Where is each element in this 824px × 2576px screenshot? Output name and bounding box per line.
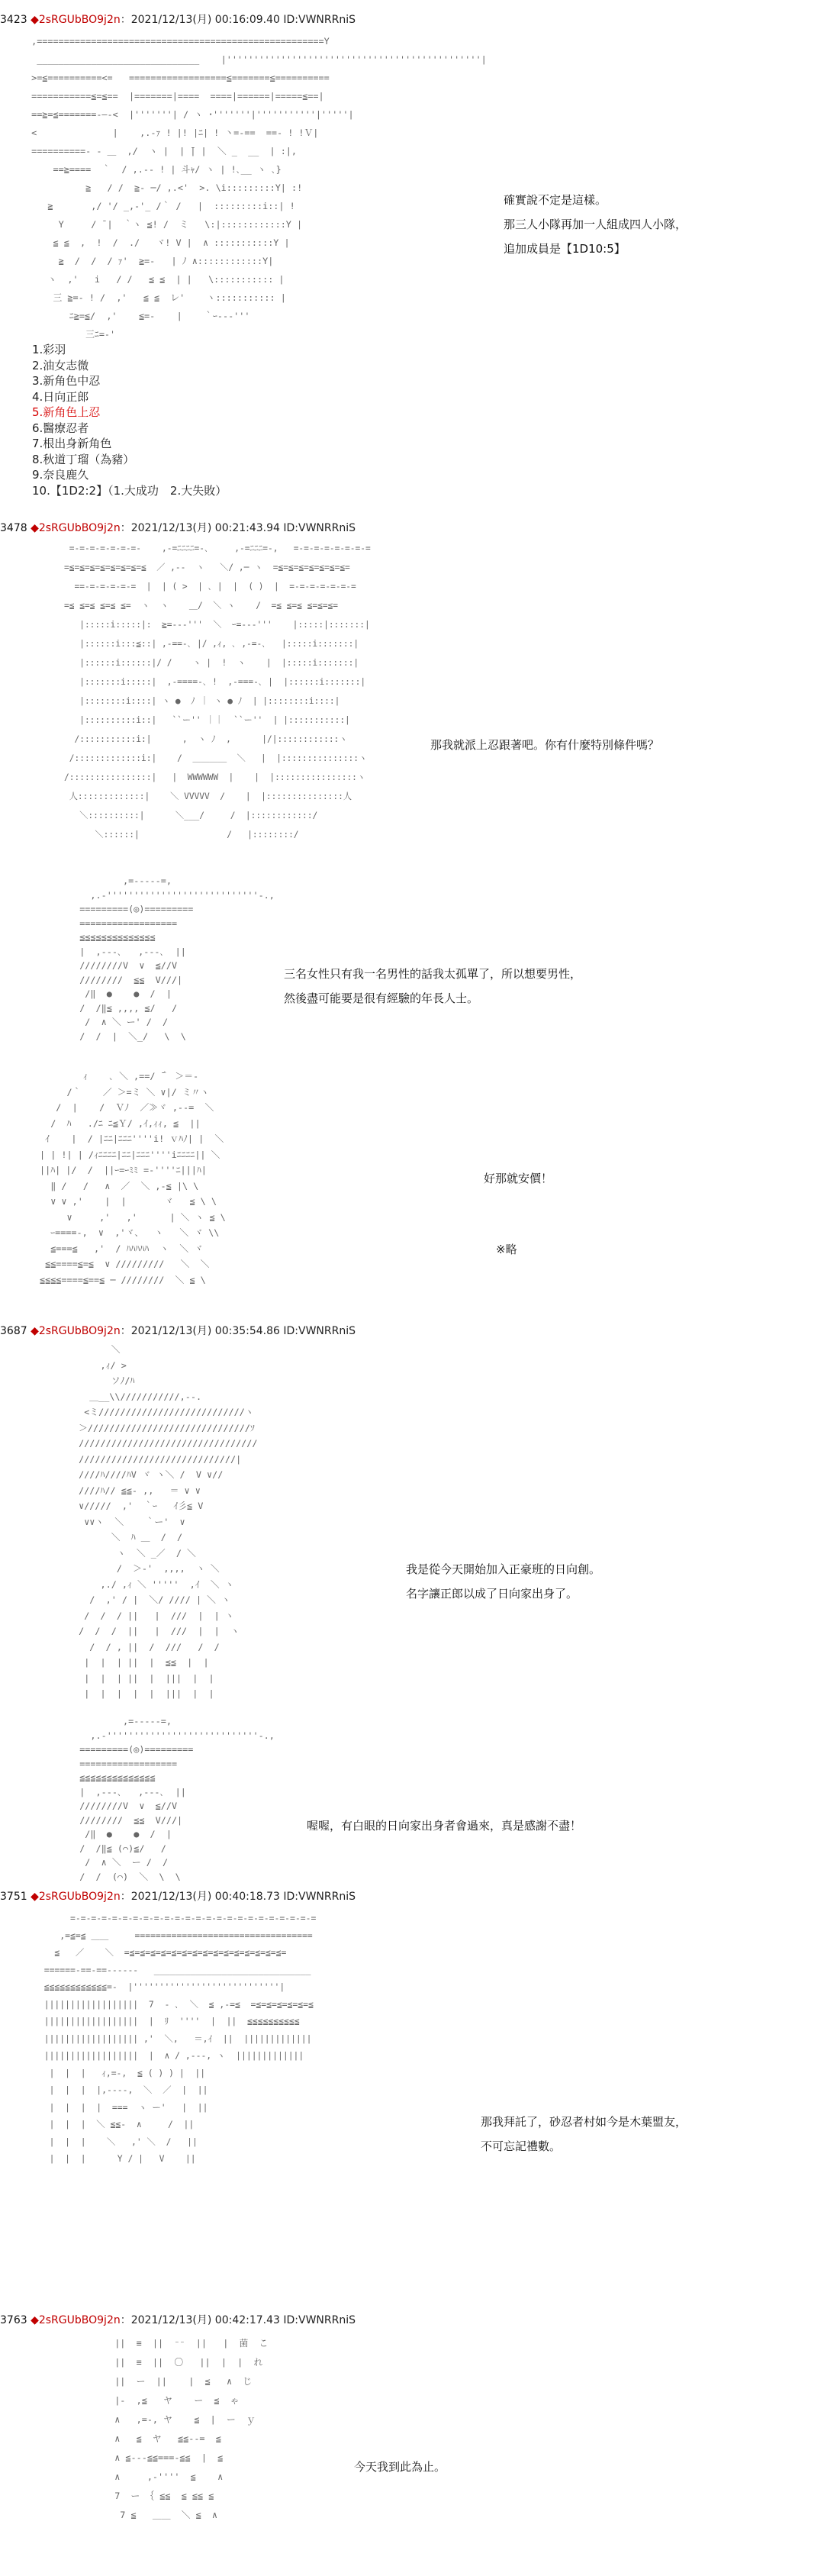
aa-art-kazekage-figure: =-=-=-=-=-=-=-=-=-=-=-=-=-=-=-=-=-=-=-=-=-=-=-= ,=≦=≦ ＿＿ ================================== ≦ ／ ＼ =≦=≦=≦=≦=≦=≦=≦=≦=≦=≦=≦=≦=≦=≦=≦= ======-==-==------ ______________________________ ≦≦≦≦≦≦≦≦≦≦≦≦=- |''''''''''''''''''''''''''''| |||||||||||||||||| 7 - ､ ＼ ≦ ,-=≦ =≦=≦=≦=≦=≦=≦ |||||||||||||||||| | ﾘ '''' | || ≦≦≦≦≦≦≦≦≦≦ |||||||||||||||||| ,' ＼, ＝,ｲ || ||||||||||||| |||||||||||||||||| | ∧ / ,-‐-, ヽ ||||||||||||| | | | ｨ,=-, ≦ ( ) ) | || | | | |,----, ＼ ／ | || | | | | === ヽ ー' | || | | | ＼ ≦≦- ∧ / || | | | ＼ ,' ＼ / || | | | Y / | V || xyxy=(43,1913,317,2164)
post-header xyxy=(0,1889,356,1904)
dialogue-block xyxy=(504,188,687,261)
choice-item: 2.油女志微 xyxy=(32,358,89,372)
choice-item: 8.秋道丁瑠（為豬） xyxy=(32,452,135,466)
aa-art-closing-figure: || ≡ || ⁻⁻ || | 菌 こ || ≡ || 〇 || | | れ || ー || | ≦ ∧ じ |- ,≦ ヤ ー ≦ ゃ ∧ ,=-, ヤ ≦ | ー ｙ ∧ ≦ ヤ ≦≦--= ≦ ∧ ≦---≦≦===-≦≦ | ≦ ∧ ,-'''' ≦ ∧ 7 ー ｛ ≦≦ ≦ ≦≦ ≦ 7 ≦ ＿＿ ＼ ≦ ∧ xyxy=(114,2338,269,2520)
post-number: 3751 xyxy=(0,1891,27,1903)
post-trip[interactable]: ◆2sRGUbBO9j2n xyxy=(31,1325,121,1337)
dialogue-line: 三名女性只有我一名男性的話我太孤單了，所以想要男性， xyxy=(284,967,582,981)
dialogue-line: 不可忘記禮數。 xyxy=(481,2139,562,2153)
post-header xyxy=(0,12,356,27)
choice-item: 10.【1D2:2】（1.大成功 2.大失敗） xyxy=(32,483,227,498)
post-number: 3423 xyxy=(0,14,27,26)
dialogue-line: 好那就安價！ xyxy=(484,1172,553,1185)
aa-art-hat-figure: =-=-=-=-=-=-=- ,-=ﾆﾆﾆﾆ=-､ ,-=ﾆﾆﾆ=-, =-=-=-=-=-=-=-= =≦=≦=≦=≦=≦=≦=≦=≦ ／ ,-- ヽ ＼/ ,─ ヽ =≦=≦=≦=≦=≦=≦=≦= ==-=-=-=-=-= | | ( > | ､ | | ( ) | =-=-=-=-=-=-= =≦ ≦=≦ ≦=≦ ≦= ヽ ヽ ＿/ ＼ ヽ / =≦ ≦=≦ ≦=≦=≦= |:::::i:::::|: ≧=--‐''' ＼ ｰ=--‐''' |:::::|:::::::| |::::::i:::≦::| ,-==-､ |/ ,ｨ, ､ ,-=-､ |:::::i:::::::| |::::::i::::::|/ / ヽ | ! ヽ | |:::::i:::::::| |:::::::i:::::| ,-====-､ ! ,-===-､ | |::::::i:::::::| |::::::::i::::| ヽ ● ﾉ ｜ ヽ ● ﾉ | |::::::::i::::| |::::::::::i::| ``ー'' ｜｜ ``ー'' | |:::::::::::| /:::::::::::i:| , ヽ ﾉ , |/|::::::::::::ヽ /:::::::::::::i:| / ＿＿＿＿ ＼ | |:::::::::::::::ヽ /::::::::::::::::| | WWWWWW | | |::::::::::::::::ヽ 人:::::::::::::| ＼ VVVVV / | |:::::::::::::::人 ＼::::::::::| ＼___/ / |::::::::::::/ ＼::::::| / |::::::::/ xyxy=(64,543,371,840)
omitted-note: ※略 xyxy=(496,1243,517,1256)
post-meta: ：2021/12/13(月) 00:40:18.73 ID:VWNRRniS xyxy=(120,1891,356,1903)
dialogue-line: 名字讓正郎以成了日向家出身了。 xyxy=(406,1587,578,1601)
dialogue-line: 然後盡可能要是很有經驗的年長人士。 xyxy=(284,991,479,1005)
aa-art-mask-figure: ,=====================================================Y ______________________________ |'''''''''''''''''''''''''''''''''''''''''''''''| >=≦==========<= ==================≦=======≦========== ===========≦=≦== |=======|==== ====|======|=====≦==| ==≧=≦=======-―‐< |'''''''| / ヽ ･'''''''|'''''''''''|'''''| < | ,.-ｧ ! |! |ﾆ| ! 丶=-== ==- ! !Ｖ| ==========- - ＿ ,/ ヽ | | ̄| | ＼ _ __ | :|, ==≧==== ｀ / ,.-‐ ! | 斗ｬ/ ヽ | !､__ ヽ ､} ≧ / / ≧- ─/ ,.<' >. \i:::::::::Y| :! ≧ ,/ '/ _,-'_ /｀ / | :::::::::i::| ! Y / ̄ | ｀ヽ ≦! / ミ \:|::::::::::::Y | ≦ ≦ , ! / ./ ヾ! V | ∧ :::::::::::Y | ≧ / / / ｧ' ≧=- | ﾉ ∧::::::::::::Y| ヽ ,' i / / ≦ ≦ | | \::::::::::: | 三 ≧=- ! / ,' ≦ ≦ レ' ヽ::::::::::: | ﾆ≧=≦/ ,' ≦=- | ｀ｰ--‐''' 三ﾆ=-' xyxy=(31,36,487,340)
dialogue-block xyxy=(406,1557,600,1606)
dialogue-block xyxy=(481,2110,687,2158)
dialogue-line: 確實說不定是這樣。 xyxy=(504,193,607,207)
dialogue-block xyxy=(484,1166,552,1191)
choice-item: 4.日向正郎 xyxy=(32,389,89,404)
dialogue-line: 那我拜託了，砂忍者村如今是木葉盟友， xyxy=(481,2115,687,2129)
choice-item: 9.奈良鹿久 xyxy=(32,468,89,482)
post-trip[interactable]: ◆2sRGUbBO9j2n xyxy=(31,14,121,26)
aa-art-spiky-hair-figure: ＼ ,ｨ/ > ソﾉ/ﾊ ＿__\\///////////,--. <ミ///////////////////////////ヽ ＞//////////////////////////////ｿ ///////////////////////////////// /////////////////////////////| ////ﾊ////ﾊV ヾ ヽ＼ / V ∨// ////ﾊ// ≦≦- ,, ＝ ∨ ∨ ∨///// ,' ｀ｰ ｲ彡≦ V ∨∨ヽ ＼ ｀ー' ∨ ＼ ﾊ ＿ / / ヽ ＼ _／ / ＼ / ＞-' ,,,, ヽ ＼ ,./ ,ｨ ＼ ''''' ,ｲ ＼ ヽ / ,' / | ＼/ //// | ＼ ヽ / / / || | /// | | ヽ / / / || | /// | | ヽ / / , || / /// / / | | | || | ≦≦ | | | | | || | ||| | | | | | | | ||| | | xyxy=(79,1344,258,1699)
post-trip[interactable]: ◆2sRGUbBO9j2n xyxy=(31,522,121,534)
post-header xyxy=(0,2313,356,2328)
dialogue-line: 今天我到此為止。 xyxy=(354,2460,446,2474)
post-meta: ：2021/12/13(月) 00:16:09.40 ID:VWNRRniS xyxy=(120,14,356,26)
post-trip[interactable]: ◆2sRGUbBO9j2n xyxy=(31,2314,121,2326)
dialogue-line: 我是從今天開始加入正豪班的日向創。 xyxy=(406,1562,601,1576)
dialogue-block xyxy=(430,733,659,757)
choice-item-selected: 5.新角色上忍 xyxy=(32,405,101,419)
post-number: 3763 xyxy=(0,2314,27,2326)
dialogue-line: 那我就派上忍跟著吧。你有什麼特別條件嗎？ xyxy=(430,738,660,752)
post-meta: ：2021/12/13(月) 00:35:54.86 ID:VWNRRniS xyxy=(120,1325,356,1337)
post-number: 3478 xyxy=(0,522,27,534)
post-header xyxy=(0,521,356,536)
choice-item: 6.醫療忍者 xyxy=(32,421,89,435)
choice-item: 1.彩羽 xyxy=(32,343,66,356)
post-meta: ：2021/12/13(月) 00:42:17.43 ID:VWNRRniS xyxy=(120,2314,356,2326)
choice-item: 3.新角色中忍 xyxy=(32,374,101,388)
aa-art-hooded-figure: ｨ ､ ＼ ,==/ ̄｀ ＞＝- /｀ ／ ＞=ミ ＼ ∨|/ ミ〃ヽ / | / Ｖﾉ ／≫ヾ ,-‐= ＼ / ﾊ ./ﾆ ﾆ≦Ｙ/ ,ｲ,ｨｨ, ≦ || ｲ | / |ﾆﾆ|ﾆﾆﾆ''''i! ｖﾊﾉ| | ＼ | | !| | /ｨﾆﾆﾆﾆ|ﾆﾆ|ﾆﾆﾆ''''iﾆﾆﾆﾆ|| ＼ ||ﾊ| |/ / ||ｰ=ｰﾐﾐ =-''''ﾆ|||ﾊ| ‖ / / ∧ ／ ＼ ,-≦ |\ \ ∨ ∨ ,' | | ヾ ≦ \ \ ∨ ,' ,' | ＼ ヽ ≦ \ ｰ====-, ∨ ,'ヾ、 ヽ ＼ ヾ \\ ≦===≦ ,' / ﾊﾊﾊﾊﾊ ヽ ＼ ヾ ≦≦====≦=≦ ∨ ///////// ＼ ＼ ≦≦≦≦====≦==≦ ─ //////// ＼ ≦ \ xyxy=(40,1071,226,1285)
dialogue-block xyxy=(307,1814,581,1838)
aa-art-hokage-face: ,=-----=, ,.-''''''''''''''''''''''''''''-., =========(◎)========= ================== ≦≦≦≦≦≦≦≦≦≦≦≦≦≦ | ,-‐-､ ,-‐-､ || ////////V ∨ ≦//V //////// ≦≦ V///| /‖ ● ● / | / /‖≦ ,,,, ≦/ / / ∧ ＼ ー' / / / / | ＼_/ \ \ xyxy=(79,875,275,1042)
post-trip[interactable]: ◆2sRGUbBO9j2n xyxy=(31,1891,121,1903)
aa-art-hokage-face-smile: ,=-----=, ,.-''''''''''''''''''''''''''''-., =========(◎)========= ================== ≦≦≦≦≦≦≦≦≦≦≦≦≦≦ | ,-‐-､ ,-‐-､ || ////////V ∨ ≦//V //////// ≦≦ V///| /‖ ● ● / | / /‖≦ (⌒)≦/ / / ∧ ＼ ー / / / / (⌒) ＼ \ \ xyxy=(79,1716,275,1882)
post-number: 3687 xyxy=(0,1325,27,1337)
dialogue-line: 追加成員是【1D10:5】 xyxy=(504,242,626,256)
dialogue-block xyxy=(284,962,581,1011)
dialogue-line: 那三人小隊再加一人組成四人小隊， xyxy=(504,218,687,231)
dialogue-line: 喔喔，有白眼的日向家出身者會過來，真是感謝不盡！ xyxy=(307,1819,582,1833)
choice-item: 7.根出身新角色 xyxy=(32,437,112,450)
post-header xyxy=(0,1323,356,1339)
dialogue-block xyxy=(354,2455,446,2479)
post-meta: ：2021/12/13(月) 00:21:43.94 ID:VWNRRniS xyxy=(120,522,356,534)
choice-list xyxy=(32,342,227,498)
